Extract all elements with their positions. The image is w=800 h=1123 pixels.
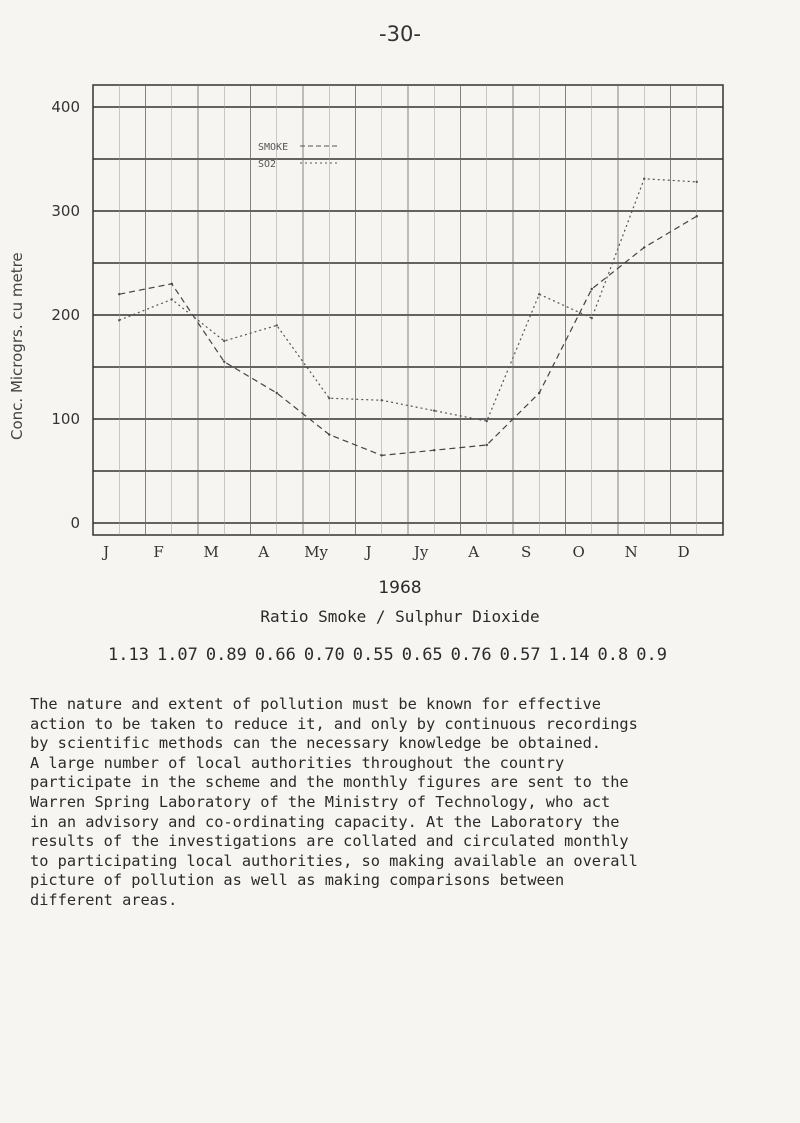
x-tick-label: N xyxy=(624,543,638,561)
paragraph-line: in an advisory and co-ordinating capacity. At the Laboratory the xyxy=(30,812,620,831)
x-tick-label: A xyxy=(468,543,480,561)
ratio-value: 0.76 xyxy=(450,645,492,665)
x-tick-label: J xyxy=(365,543,372,561)
x-tick-label: J xyxy=(103,543,110,561)
ratio-values-row xyxy=(108,645,675,665)
data-point-smoke xyxy=(538,392,540,394)
data-point-smoke xyxy=(433,449,435,451)
legend-label: SMOKE xyxy=(258,142,289,153)
x-tick-label: My xyxy=(304,543,329,561)
data-point-smoke xyxy=(223,361,225,363)
data-point-so2 xyxy=(118,319,120,321)
data-point-so2 xyxy=(328,397,330,399)
ratio-value: 0.70 xyxy=(303,645,345,665)
data-point-so2 xyxy=(696,181,698,183)
x-tick-label: D xyxy=(677,543,690,561)
ratio-value: 0.66 xyxy=(254,645,296,665)
data-point-so2 xyxy=(276,324,278,326)
data-point-so2 xyxy=(223,340,225,342)
ratio-value: 1.13 xyxy=(108,645,149,665)
paragraph-line: participate in the scheme and the monthly figures are sent to the xyxy=(30,773,629,792)
data-point-so2 xyxy=(643,178,645,180)
data-point-smoke xyxy=(643,246,645,248)
ratio-value: 0.55 xyxy=(352,645,394,665)
legend-label: SO2 xyxy=(258,159,277,170)
y-tick-label: 100 xyxy=(51,410,80,428)
data-point-smoke xyxy=(591,288,593,290)
ratio-value: 1.14 xyxy=(548,645,590,665)
x-tick-label: O xyxy=(572,543,585,561)
y-axis-ticks xyxy=(51,98,80,532)
ratio-value: 0.9 xyxy=(636,645,667,665)
data-point-so2 xyxy=(486,420,488,422)
data-point-so2 xyxy=(538,293,540,295)
ratio-title: Ratio Smoke / Sulphur Dioxide xyxy=(260,607,540,626)
data-point-smoke xyxy=(276,392,278,394)
paragraph-line: action to be taken to reduce it, and only by continuous recordings xyxy=(30,714,638,733)
y-tick-label: 400 xyxy=(51,98,80,116)
data-point-so2 xyxy=(381,399,383,401)
paragraph-line: picture of pollution as well as making comparisons between xyxy=(30,871,565,890)
page-number: -30- xyxy=(379,22,421,46)
ratio-value: 0.8 xyxy=(597,645,629,665)
y-axis-title: Conc. Microgrs. cu metre xyxy=(8,252,26,440)
paragraph-line: The nature and extent of pollution must be known for effective xyxy=(30,695,601,713)
ratio-value: 0.89 xyxy=(205,645,247,665)
y-tick-label: 300 xyxy=(51,202,80,220)
data-point-so2 xyxy=(433,409,435,411)
x-tick-label: F xyxy=(153,543,164,561)
paragraph-line: Warren Spring Laboratory of the Ministry of Technology, who act xyxy=(30,792,611,811)
chart-legend xyxy=(258,142,340,170)
data-point-smoke xyxy=(381,454,383,456)
y-tick-label: 200 xyxy=(51,306,80,324)
chart-year: 1968 xyxy=(378,578,422,598)
data-point-smoke xyxy=(118,293,120,295)
x-tick-label: S xyxy=(520,543,532,561)
paragraph-line: by scientific methods can the necessary knowledge be obtained. xyxy=(30,734,601,753)
paragraph-line: results of the investigations are collated and circulated monthly xyxy=(30,832,629,851)
data-point-smoke xyxy=(328,433,330,435)
paragraph-line: to participating local authorities, so making available an overall xyxy=(30,851,638,870)
chart-grid xyxy=(93,85,723,535)
ratio-value: 0.65 xyxy=(401,645,443,665)
data-point-smoke xyxy=(486,444,488,446)
data-point-so2 xyxy=(591,317,593,319)
body-paragraph xyxy=(30,695,775,911)
y-tick-label: 0 xyxy=(70,514,80,532)
x-tick-label: Jy xyxy=(413,543,429,561)
x-tick-label: A xyxy=(258,543,270,561)
ratio-value: 1.07 xyxy=(156,645,198,665)
data-point-smoke xyxy=(171,283,173,285)
data-point-smoke xyxy=(696,215,698,217)
paragraph-line: different areas. xyxy=(30,890,178,909)
paragraph-line: A large number of local authorities throughout the country xyxy=(30,753,565,772)
x-axis-ticks xyxy=(101,543,690,561)
x-tick-label: M xyxy=(203,543,219,561)
data-point-so2 xyxy=(171,298,173,300)
ratio-value: 0.57 xyxy=(499,645,541,665)
